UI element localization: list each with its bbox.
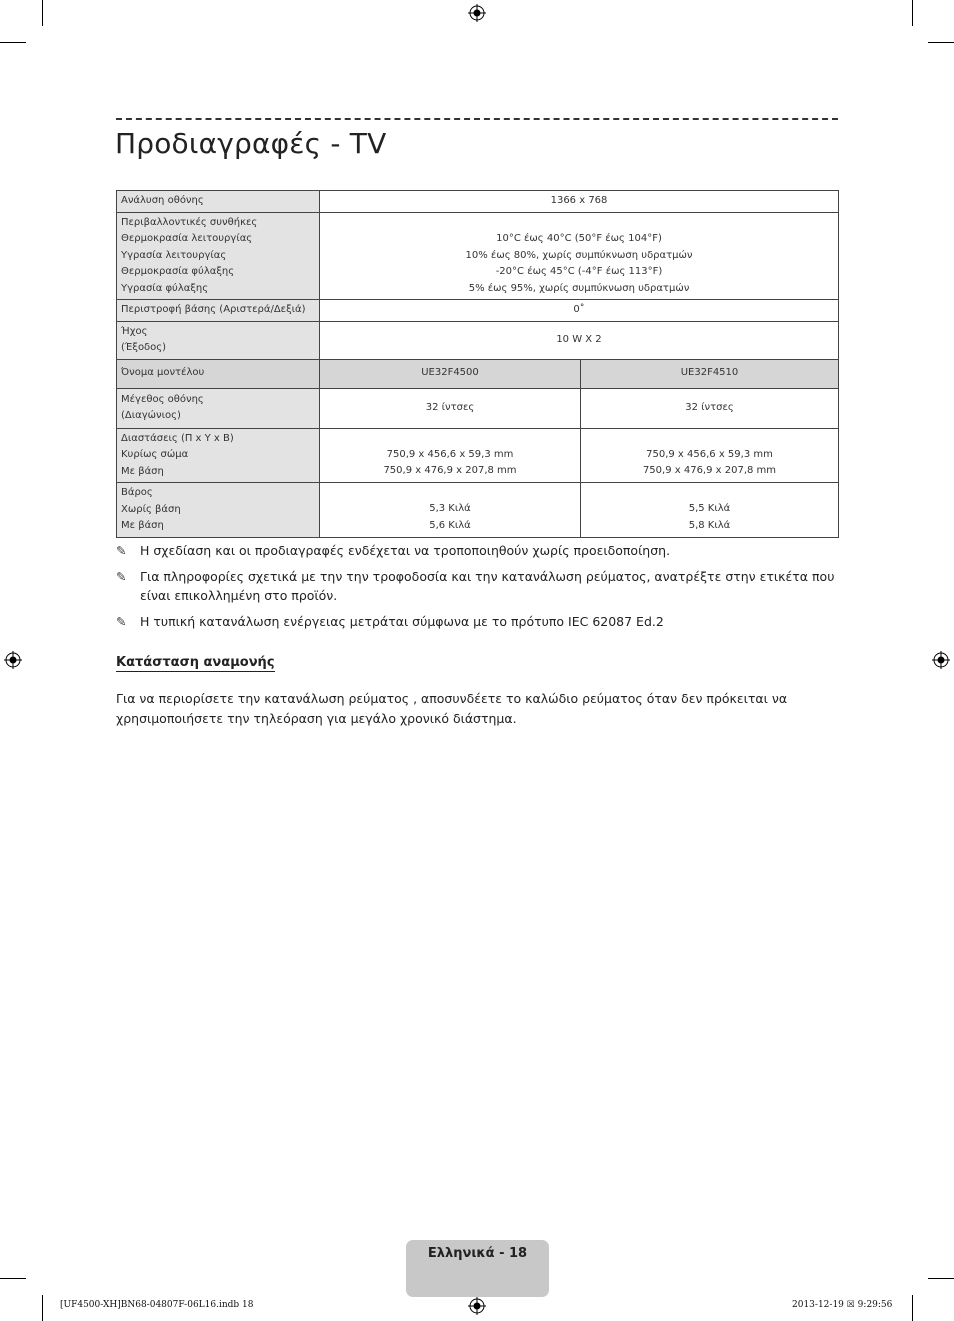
env-value: 5% έως 95%, χωρίς συμπύκνωση υδρατμών xyxy=(468,282,690,294)
registration-mark-icon xyxy=(468,4,486,22)
resolution-label: Ανάλυση οθόνης xyxy=(117,191,320,213)
table-row xyxy=(117,388,839,428)
title-divider xyxy=(116,118,838,120)
weight-label: Βάρος xyxy=(121,487,153,498)
registration-mark-icon xyxy=(468,1297,486,1315)
notes-list xyxy=(116,541,838,638)
rotation-value: 0˚ xyxy=(320,300,839,322)
table-row xyxy=(117,300,839,322)
weight-value: 5,3 Κιλά xyxy=(429,503,471,515)
environment-labels xyxy=(117,212,320,300)
env-label: Θερμοκρασία λειτουργίας xyxy=(121,233,253,244)
dimensions-values xyxy=(581,428,839,483)
crop-mark xyxy=(928,1278,954,1279)
weight-label: Χωρίς βάση xyxy=(121,503,181,515)
crop-mark xyxy=(928,42,954,43)
env-label: Περιβαλλοντικές συνθήκες xyxy=(121,216,258,228)
env-value: 10°C έως 40°C (50°F έως 104°F) xyxy=(496,233,662,245)
dimensions-value: 750,9 x 456,6 x 59,3 mm xyxy=(646,448,773,460)
dimensions-value: 750,9 x 476,9 x 207,8 mm xyxy=(383,465,517,477)
sound-labels xyxy=(117,321,320,359)
note-text: Για πληροφορίες σχετικά με την την τροφοδοσία και την κατανάλωση ρεύματος, ανατρέξτε στην ετικέτα που είναι επικολλημένη στο προϊόν. xyxy=(140,569,835,603)
dimensions-value: 750,9 x 476,9 x 207,8 mm xyxy=(642,465,777,477)
env-value: 10% έως 80%, χωρίς συμπύκνωση υδρατμών xyxy=(465,249,693,261)
note-text: Η τυπική κατανάλωση ενέργειας μετράται σύμφωνα με το πρότυπο IEC 62087 Ed.2 xyxy=(140,614,664,629)
crop-mark xyxy=(0,1278,26,1279)
page-number-label: Ελληνικά - 18 xyxy=(427,1246,528,1261)
weight-values xyxy=(581,483,839,538)
print-info-left: [UF4500-XH]BN68-04807F-06L16.indb 18 xyxy=(60,1300,254,1310)
note-text: Η σχεδίαση και οι προδιαγραφές ενδέχεται να τροποποιηθούν χωρίς προειδοποίηση. xyxy=(140,543,671,558)
env-label: Θερμοκρασία φύλαξης xyxy=(121,266,235,277)
weight-value: 5,5 Κιλά xyxy=(688,503,731,515)
note-item xyxy=(116,612,838,631)
weight-values xyxy=(320,483,581,538)
standby-heading: Κατάσταση αναμονής xyxy=(116,655,275,670)
env-value: -20°C έως 45°C (-4°F έως 113°F) xyxy=(495,266,663,278)
table-row xyxy=(117,191,839,213)
note-item xyxy=(116,541,838,560)
registration-mark-icon xyxy=(932,651,950,669)
screen-size-label: (Διαγώνιος) xyxy=(121,410,181,421)
screen-size-value: 32 ίντσες xyxy=(320,388,581,428)
env-label: Υγρασία φύλαξης xyxy=(121,282,209,294)
resolution-value: 1366 x 768 xyxy=(320,191,839,213)
dimensions-label: Διαστάσεις (Π x Υ x Β) xyxy=(121,432,234,444)
pencil-note-icon: ✎ xyxy=(116,569,127,584)
environment-values xyxy=(320,212,839,300)
model-name: UE32F4500 xyxy=(320,359,581,388)
sound-label: (Έξοδος) xyxy=(121,342,167,353)
spec-table xyxy=(116,190,839,538)
rotation-label: Περιστροφή βάσης (Αριστερά/Δεξιά) xyxy=(117,300,320,322)
crop-mark xyxy=(0,42,26,43)
page-title: Προδιαγραφές - TV xyxy=(115,127,387,160)
sound-value: 10 W X 2 xyxy=(320,321,839,359)
dimensions-label: Κυρίως σώμα xyxy=(121,449,189,460)
pencil-note-icon: ✎ xyxy=(116,543,127,558)
standby-text: Για να περιορίσετε την κατανάλωση ρεύματος , αποσυνδέετε το καλώδιο ρεύματος όταν δεν πρόκειται να χρησιμοποιήσετε την τηλεόραση για μεγάλο χρονικό διάστημα. xyxy=(116,691,788,726)
sound-label: Ήχος xyxy=(121,325,148,337)
dimensions-values xyxy=(320,428,581,483)
weight-label: Με βάση xyxy=(121,520,164,531)
table-row xyxy=(117,428,839,483)
pencil-note-icon: ✎ xyxy=(116,614,127,629)
screen-size-label: Μέγεθος οθόνης xyxy=(121,393,204,405)
dimensions-label: Με βάση xyxy=(121,465,164,477)
model-name: UE32F4510 xyxy=(581,359,839,388)
note-item xyxy=(116,567,838,605)
dimensions-value: 750,9 x 456,6 x 59,3 mm xyxy=(386,448,514,460)
crop-mark xyxy=(912,1295,913,1321)
screen-size-value: 32 ίντσες xyxy=(581,388,839,428)
model-label: Όνομα μοντέλου xyxy=(117,359,320,388)
crop-mark xyxy=(912,0,913,26)
screen-size-labels xyxy=(117,388,320,428)
table-row xyxy=(117,321,839,359)
registration-mark-icon xyxy=(4,651,22,669)
crop-mark xyxy=(42,0,43,26)
table-row xyxy=(117,483,839,538)
weight-value: 5,8 Κιλά xyxy=(688,519,731,531)
weight-labels xyxy=(117,483,320,538)
crop-mark xyxy=(42,1295,43,1321)
weight-value: 5,6 Κιλά xyxy=(429,519,471,531)
print-info-right: 2013-12-19 ☒ 9:29:56 xyxy=(792,1300,893,1310)
env-label: Υγρασία λειτουργίας xyxy=(121,249,227,261)
table-row xyxy=(117,359,839,388)
dimensions-labels xyxy=(117,428,320,483)
table-row xyxy=(117,212,839,300)
